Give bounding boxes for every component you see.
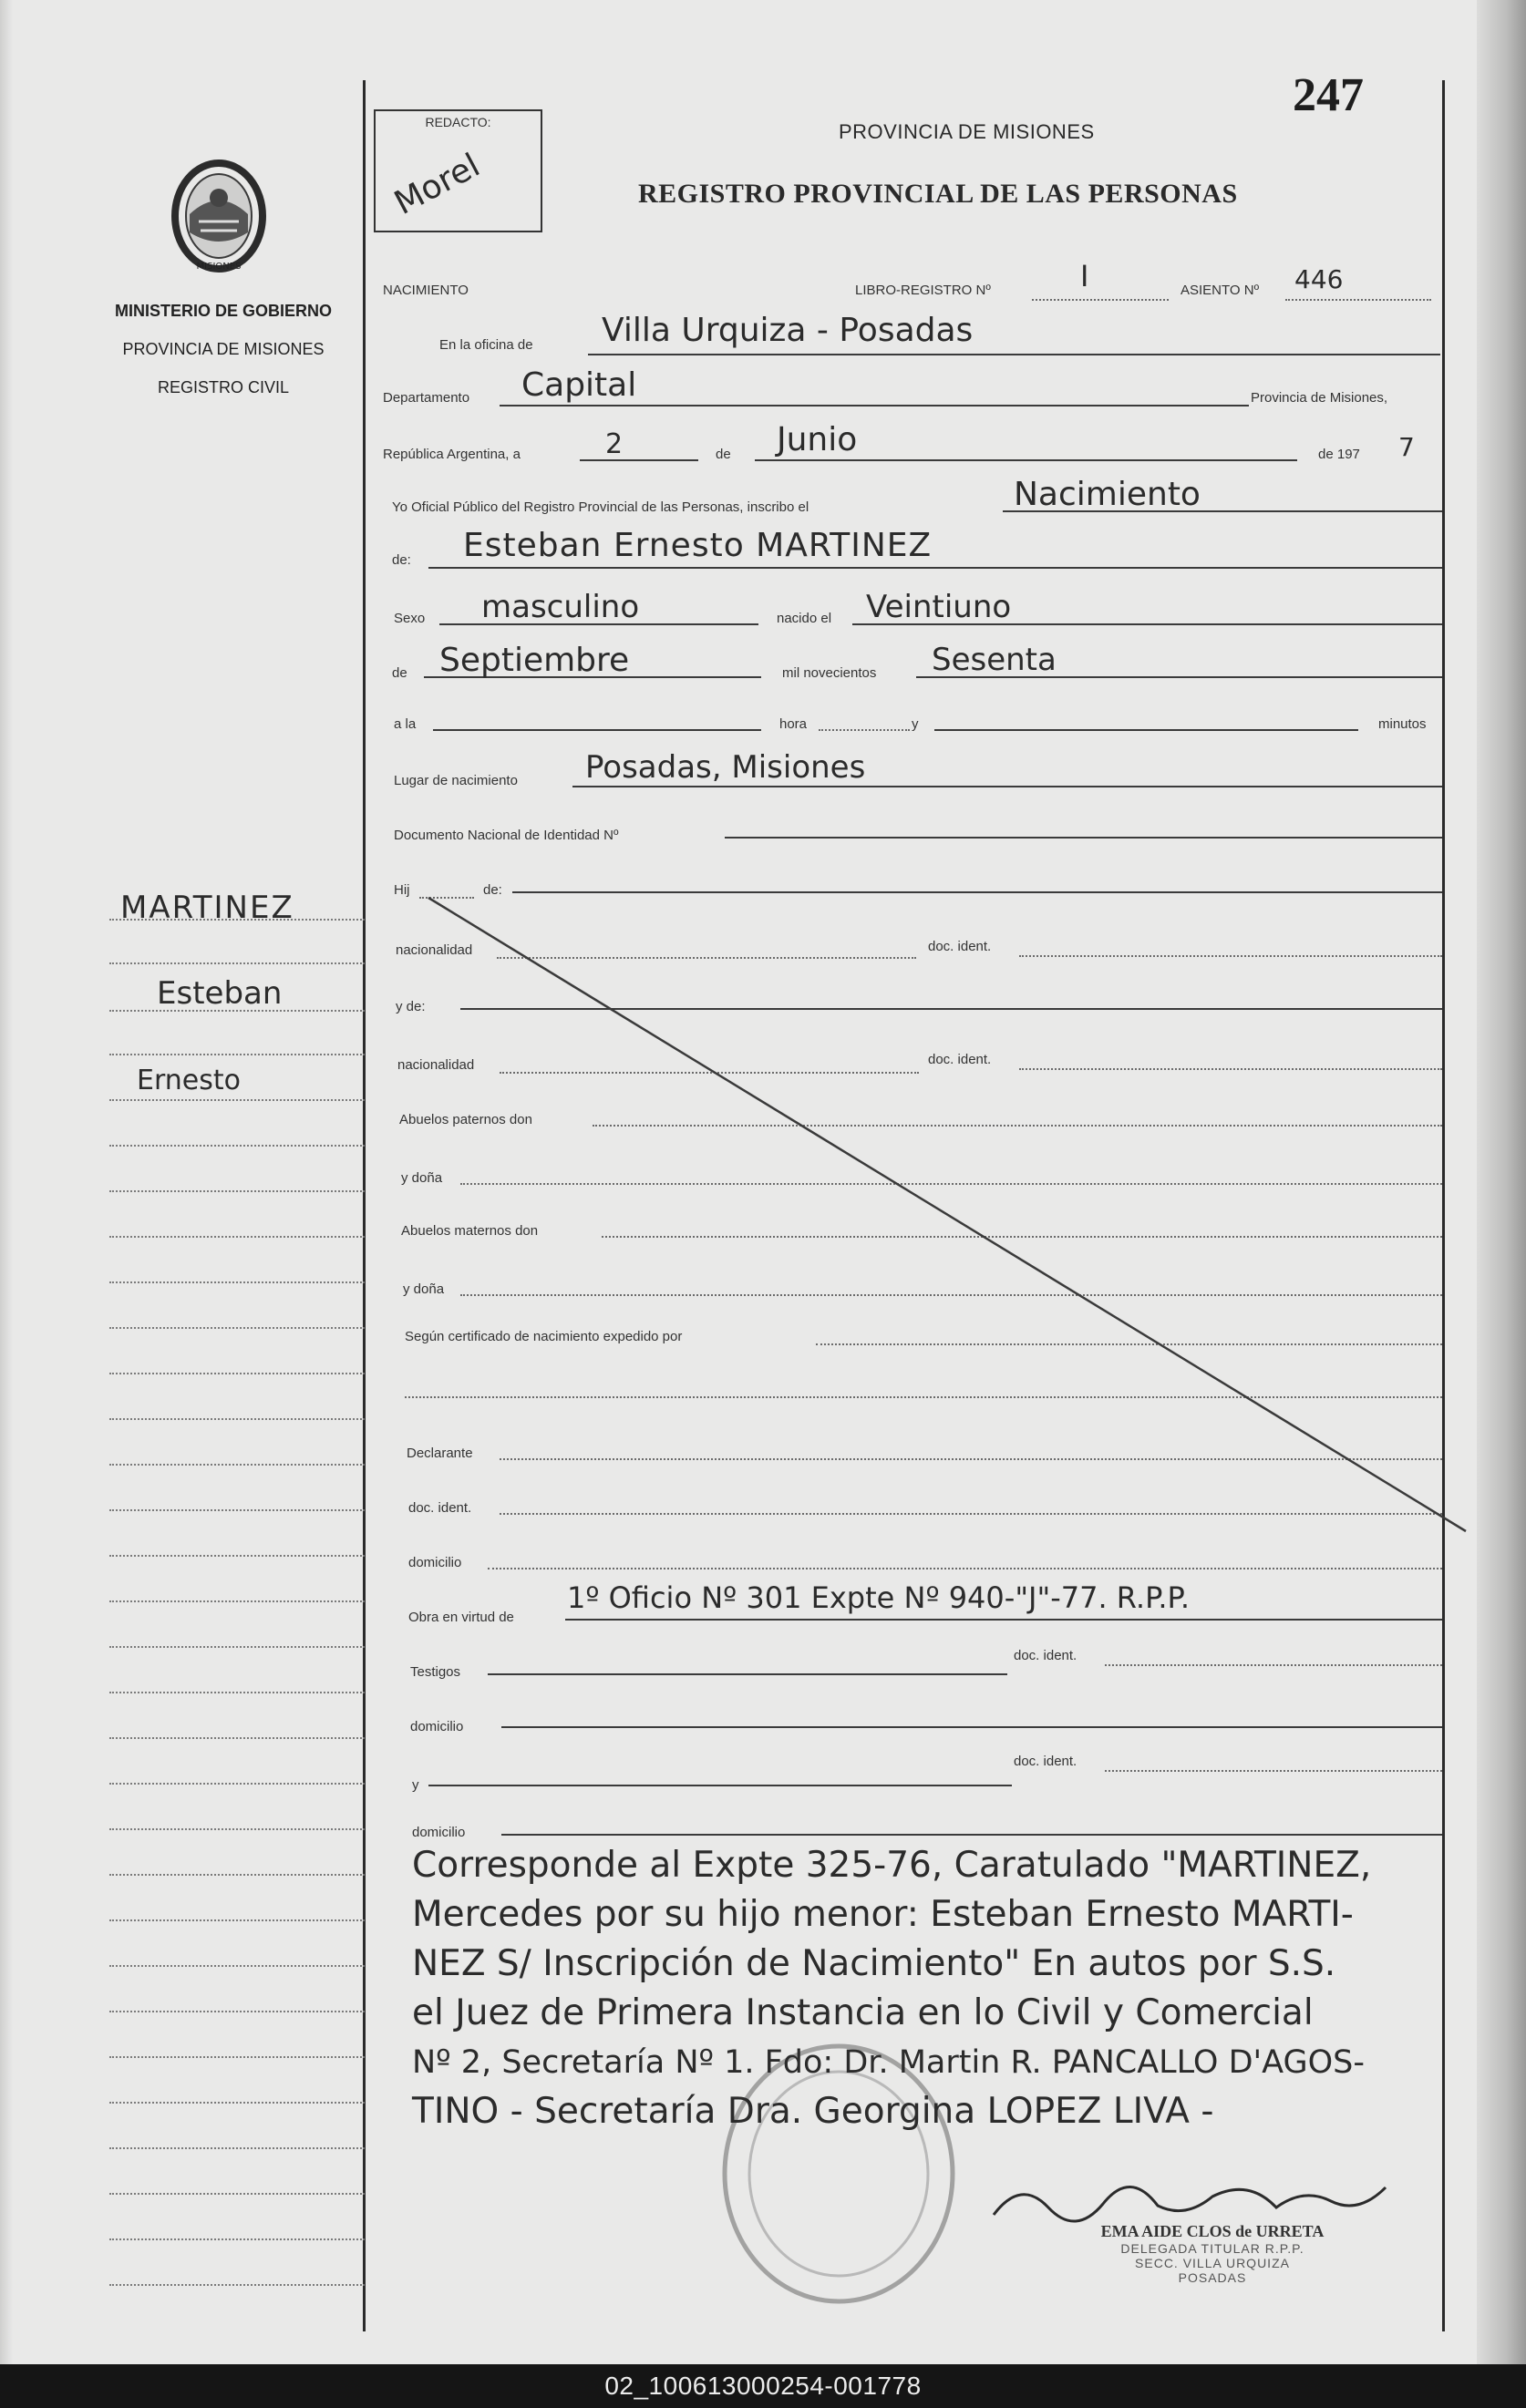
de-label: de [716, 447, 731, 462]
signature-scribble-icon [985, 2151, 1404, 2233]
a-la-label: a la [394, 716, 417, 732]
y-dona-label: y doña [401, 1170, 443, 1186]
libro-value: I [1080, 259, 1089, 293]
dia-value: 2 [605, 428, 624, 460]
documento-label: Documento Nacional de Identidad Nº [394, 828, 619, 843]
redacto-handwriting: Morel [388, 147, 487, 222]
registry-title: REGISTRO PROVINCIAL DE LAS PERSONAS [638, 179, 1238, 209]
declarante-label: Declarante [407, 1446, 473, 1461]
province-heading: PROVINCIA DE MISIONES [839, 120, 1095, 143]
asiento-value: 446 [1294, 264, 1344, 294]
signatory-name: EMA AIDE CLOS de URRETA [1100, 2222, 1325, 2240]
ministry-line-3: REGISTRO CIVIL [157, 378, 290, 396]
marginal-note [412, 1841, 1479, 2136]
obra-label: Obra en virtud de [408, 1610, 514, 1625]
image-code: 02_100613000254-001778 [604, 2372, 922, 2400]
mes-value: Junio [777, 421, 858, 458]
nacionalidad-2-label: nacionalidad [397, 1057, 475, 1073]
note-line: TINO - Secretaría Dra. Georgina LOPEZ LIVA - [412, 2091, 1214, 2132]
note-line: Nº 2, Secretaría Nº 1. Fdo: Dr. Martin R. PANCALLO D'AGOS- [412, 2044, 1366, 2081]
de2-label: de [392, 665, 407, 681]
provincia-suffix: Provincia de Misiones, [1251, 390, 1388, 406]
hij-label: Hij [394, 882, 410, 898]
nacionalidad-label: nacionalidad [396, 942, 473, 958]
crest-label: MISIONES [196, 262, 242, 272]
lugar-label: Lugar de nacimiento [394, 773, 518, 788]
doc-ident-2-label: doc. ident. [928, 1052, 992, 1067]
de3-label: de: [483, 882, 502, 898]
inscribo-value: Nacimiento [1014, 476, 1201, 513]
y2-label: y [412, 1777, 419, 1793]
sexo-value: masculino [481, 589, 640, 625]
republica-label: República Argentina, a [383, 447, 521, 462]
nacimiento-label: NACIMIENTO [383, 283, 469, 298]
minutos-label: minutos [1378, 716, 1427, 732]
y-dona-2-label: y doña [403, 1281, 445, 1297]
signatory-city: POSADAS [1178, 2270, 1247, 2285]
segun-label: Según certificado de nacimiento expedido por [405, 1329, 683, 1344]
signatory-section: SECC. VILLA URQUIZA [1135, 2256, 1290, 2270]
margin-surname: MARTINEZ [120, 890, 294, 926]
abuelos-maternos-label: Abuelos maternos don [401, 1223, 539, 1239]
signature-block [1057, 2222, 1367, 2285]
note-line: el Juez de Primera Instancia en lo Civil y Comercial [412, 1992, 1314, 2033]
sexo-label: Sexo [394, 611, 426, 626]
y-label: y [912, 716, 919, 732]
mil-label: mil novecientos [782, 665, 877, 681]
obra-value: 1º Oficio Nº 301 Expte Nº 940-"J"-77. R.P.P. [567, 1580, 1191, 1615]
signatory-role: DELEGADA TITULAR R.P.P. [1120, 2241, 1304, 2256]
de-persona-label: de: [392, 552, 411, 568]
ministry-line-2: PROVINCIA DE MISIONES [122, 340, 325, 358]
testigos-label: Testigos [410, 1664, 461, 1680]
domicilio-3-label: domicilio [412, 1825, 466, 1840]
departamento-label: Departamento [383, 390, 470, 406]
lugar-value: Posadas, Misiones [585, 749, 866, 786]
ministry-line-1: MINISTERIO DE GOBIERNO [114, 302, 333, 320]
oficina-value: Villa Urquiza - Posadas [602, 312, 974, 349]
domicilio-2-label: domicilio [410, 1719, 464, 1734]
doc-ident-testigo2-label: doc. ident. [1014, 1754, 1077, 1769]
anio-label: de 197 [1318, 447, 1360, 462]
libro-label: LIBRO-REGISTRO Nº [855, 283, 991, 298]
note-line: Corresponde al Expte 325-76, Caratulado "MARTINEZ, [412, 1845, 1372, 1886]
folio-number: 247 [1293, 69, 1364, 121]
departamento-value: Capital [521, 366, 637, 404]
nacido-label: nacido el [777, 611, 832, 626]
doc-ident-declarante-label: doc. ident. [408, 1500, 472, 1516]
anio-hand: 7 [1398, 432, 1415, 462]
hora-label: hora [779, 716, 808, 732]
note-line: NEZ S/ Inscripción de Nacimiento" En autos por S.S. [412, 1943, 1336, 1984]
note-line: Mercedes por su hijo menor: Esteban Ernesto MARTI- [412, 1894, 1354, 1935]
yo-oficial-label: Yo Oficial Público del Registro Provincial de las Personas, inscribo el [392, 499, 809, 515]
margin-first-name: Esteban [157, 975, 283, 1012]
persona-value: Esteban Ernesto MARTINEZ [463, 527, 933, 564]
asiento-label: ASIENTO Nº [1181, 283, 1260, 298]
nacido-value: Veintiuno [866, 589, 1012, 625]
domicilio-label: domicilio [408, 1555, 462, 1570]
y-de-label: y de: [396, 999, 426, 1014]
abuelos-paternos-label: Abuelos paternos don [399, 1112, 532, 1127]
redacto-label: REDACTO: [425, 115, 491, 129]
doc-ident-label: doc. ident. [928, 939, 992, 954]
image-caption-bar [0, 2364, 1526, 2408]
anio-nac-value: Sesenta [932, 642, 1057, 678]
mes-nac-value: Septiembre [439, 642, 630, 679]
oficina-label: En la oficina de [439, 337, 533, 353]
margin-second-name: Ernesto [137, 1065, 241, 1096]
doc-ident-testigos-label: doc. ident. [1014, 1648, 1077, 1663]
